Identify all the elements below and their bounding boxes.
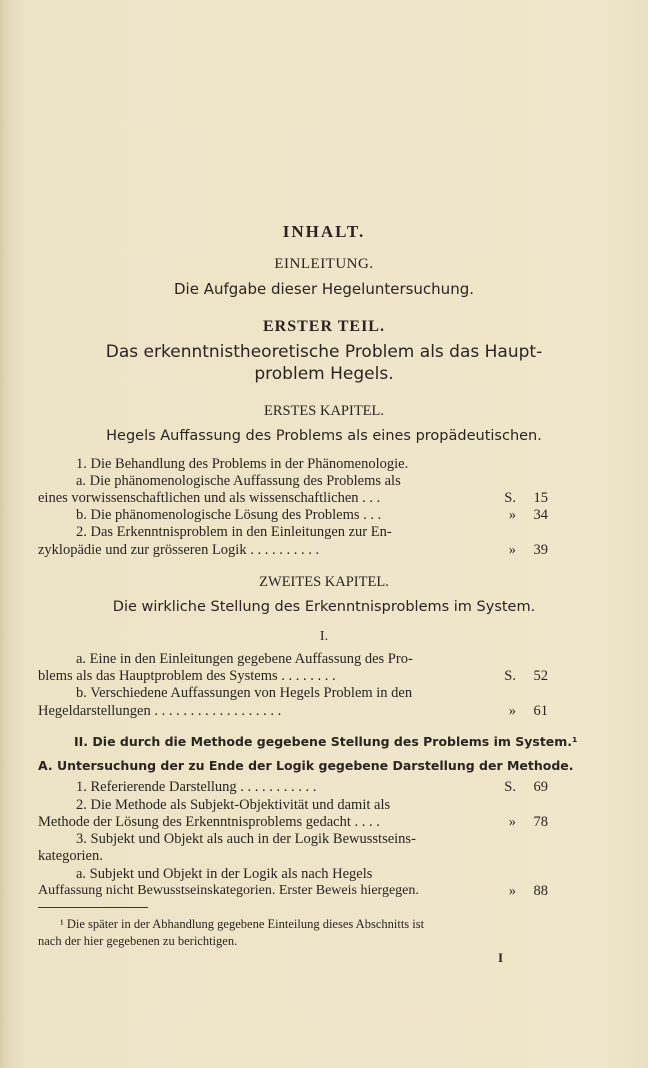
toc-entry [38, 847, 548, 865]
toc-entry [38, 865, 548, 883]
toc-entry-text: kategorien. [38, 848, 103, 864]
page-number: 52 [533, 668, 548, 684]
page-prefix: » [508, 814, 516, 830]
part1-label: ERSTER TEIL. [263, 318, 385, 335]
toc-entry [38, 667, 548, 685]
chapter2-title: Die wirkliche Stellung des Erkenntnisproblems im System. [112, 599, 536, 615]
toc-entry-text: 1. Die Behandlung des Problems in der Phänomenologie. [76, 456, 409, 472]
page-number: 34 [533, 507, 548, 523]
toc-entry-text: 2. Das Erkenntnisproblem in den Einleitungen zur En- [76, 524, 392, 540]
toc-entry [38, 813, 548, 831]
toc-entry [38, 523, 548, 541]
toc-entry-text: b. Die phänomenologische Lösung des Problems . . . [76, 507, 382, 523]
page-number: 15 [533, 490, 548, 506]
footnote-line-1: ¹ Die später in der Abhandlung gegebene Einteilung dieses Abschnitts ist [60, 917, 425, 931]
page-prefix: S. [504, 490, 516, 506]
toc-entry [38, 796, 548, 814]
footnote-rule [38, 907, 148, 908]
page-prefix: S. [504, 779, 516, 795]
page-number: 78 [533, 814, 548, 830]
section-1-label: I. [319, 629, 329, 644]
section-2-heading: II. Die durch die Methode gegebene Stellung des Problems im System.¹ [74, 734, 578, 749]
chapter1-title: Hegels Auffassung des Problems als eines propädeutischen. [106, 428, 542, 444]
page-number: 88 [533, 883, 548, 899]
toc-entry-text: a. Subjekt und Objekt in der Logik als nach Hegels [76, 866, 373, 882]
chapter1-label: ERSTES KAPITEL. [263, 403, 385, 419]
page-number: 39 [533, 542, 548, 558]
intro-label: EINLEITUNG. [274, 256, 374, 272]
section-a-heading: A. Untersuchung der zu Ende der Logik gegebene Darstellung der Methode. [38, 758, 574, 773]
part1-title-line1: Das erkenntnistheoretische Problem als das Haupt- [105, 342, 543, 362]
toc-entry [38, 489, 548, 507]
toc-entry-text: a. Die phänomenologische Auffassung des Problems als [76, 473, 401, 489]
page-prefix: » [508, 703, 516, 719]
page-heading: INHALT. [282, 222, 366, 241]
toc-entry-text: zyklopädie und zur grösseren Logik . . . . . . . . . . [38, 542, 320, 558]
page-number: 61 [533, 703, 548, 719]
toc-entry [38, 650, 548, 668]
toc-entry-text: 3. Subjekt und Objekt als auch in der Logik Bewusstseins- [76, 831, 416, 847]
toc-entry [38, 882, 548, 900]
toc-entry [38, 541, 548, 559]
toc-entry-text: eines vorwissenschaftlichen und als wissenschaftlichen . . . [38, 490, 381, 506]
footnote-line-2: nach der hier gegebenen zu berichtigen. [38, 934, 238, 948]
page-prefix: S. [504, 668, 516, 684]
toc-entry-text: Auffassung nicht Bewusstseinskategorien. Erster Beweis hiergegen. [38, 883, 419, 898]
toc-entry [38, 702, 548, 720]
toc-entry [38, 778, 548, 796]
signature-mark: I [498, 950, 504, 965]
chapter2-label: ZWEITES KAPITEL. [259, 574, 389, 590]
toc-entry-text: Methode der Lösung des Erkenntnisproblems gedacht . . . . [38, 814, 380, 830]
intro-title: Die Aufgabe dieser Hegeluntersuchung. [174, 280, 474, 298]
page-number: 69 [533, 779, 548, 795]
toc-entry-text: blems als das Hauptproblem des Systems . . . . . . . . [38, 668, 336, 684]
toc-entry-text: Hegeldarstellungen . . . . . . . . . . . . . . . . . . [38, 703, 282, 719]
toc-entry-text: 1. Referierende Darstellung . . . . . . . . . . . [76, 779, 317, 795]
toc-entry-text: 2. Die Methode als Subjekt-Objektivität und damit als [76, 797, 391, 813]
toc-entry [38, 684, 548, 702]
page-prefix: » [508, 542, 516, 558]
toc-entry-text: b. Verschiedene Auffassungen von Hegels Problem in den [76, 685, 413, 701]
page-prefix: » [508, 507, 516, 523]
toc-entry [38, 455, 548, 473]
toc-entry-text: a. Eine in den Einleitungen gegebene Auffassung des Pro- [76, 651, 413, 667]
toc-entry [38, 472, 548, 490]
toc-entry [38, 830, 548, 848]
toc-entry [38, 506, 548, 524]
page-prefix: » [508, 883, 516, 899]
part1-title-line2: problem Hegels. [254, 364, 394, 384]
